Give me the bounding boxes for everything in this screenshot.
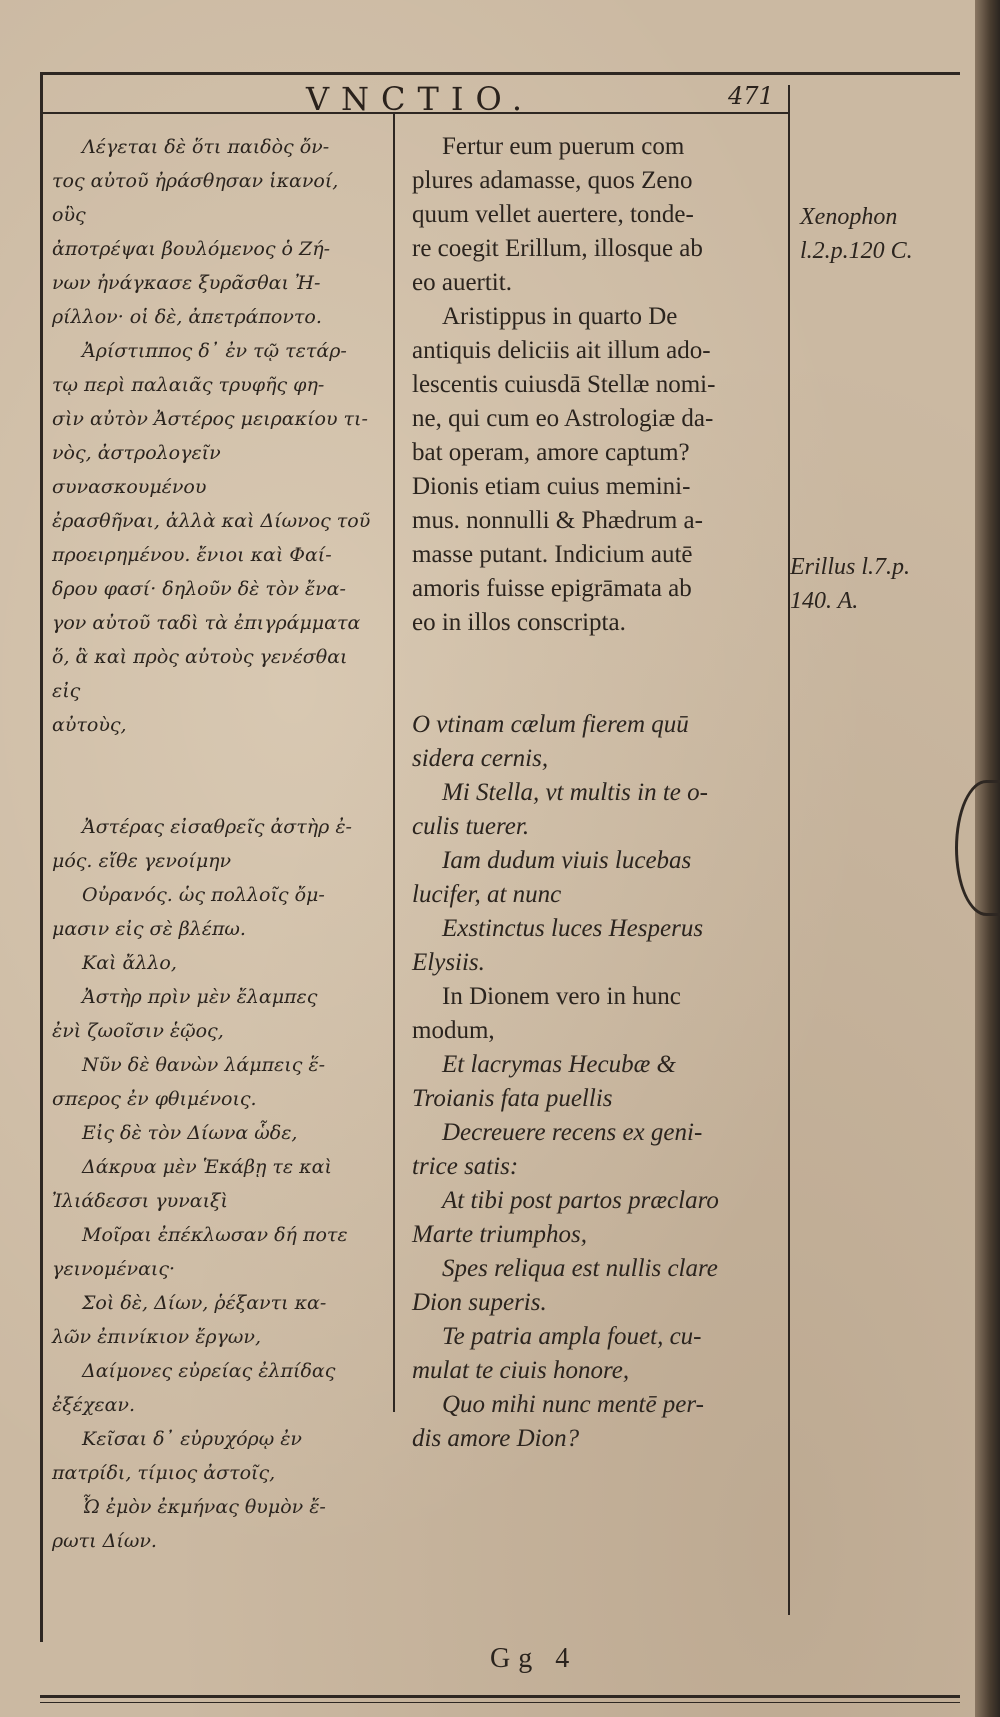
top-rule [40,72,960,75]
left-rule [40,72,43,1642]
greek-verse-line: Δάκρυα μὲν Ἑκάβῃ τε καὶ [82,1156,332,1178]
greek-verse-line: Δαίμονες εὐρείας ἐλπίδας [82,1360,336,1382]
greek-verse-line: Εἰς δὲ τὸν Δίωνα ὧδε, [82,1122,298,1144]
latin-verse-line: Decreuere recens ex geni- [442,1119,703,1146]
latin-verse-line: Iam dudum viuis lucebas [442,847,692,874]
latin-verse-line: dis amore Dion? [412,1425,580,1452]
latin-line: Fertur eum puerum com [442,133,685,160]
greek-verse-line: ἐνὶ ζωοῖσιν ἑῷος, [52,1020,224,1042]
greek-verse-line: λῶν ἐπινίκιον ἔργων, [52,1326,261,1348]
greek-verse-line: Σοὶ δὲ, Δίων, ῥέξαντι κα- [82,1292,327,1314]
greek-line: σὶν αὐτὸν Ἀστέρος μειρακίου τι- [52,408,368,430]
latin-line: plures adamasse, quos Zeno [412,167,693,194]
margin-note-line: Xenophon [800,204,898,230]
latin-verse-line: Exstinctus luces Hesperus [442,915,704,942]
margin-divider [788,85,790,1615]
margin-note-line: l.2.p.120 C. [800,238,913,264]
latin-verse-line: O vtinam cælum fierem quū [412,711,689,738]
greek-line: προειρημένου. ἔνιοι καὶ Φαί- [52,544,332,566]
signature-mark: Gg 4 [490,1643,578,1674]
greek-line: ὅ, ἃ καὶ πρὸς αὐτοὺς γενέσθαι εἰς [52,646,348,702]
greek-line: γον αὐτοῦ ταδὶ τὰ ἐπιγράμματα [52,612,361,634]
latin-line: amoris fuisse epigrāmata ab [412,575,692,602]
latin-line: eo auertit. [412,269,512,296]
latin-line: quum vellet auertere, tonde- [412,201,694,228]
latin-line: re coegit Erillum, illosque ab [412,235,703,262]
latin-line: ne, qui cum eo Astrologiæ da- [412,405,714,432]
latin-verse-line: Te patria ampla fouet, cu- [442,1323,702,1350]
greek-verse-line: μασιν εἰς σὲ βλέπω. [52,918,246,940]
latin-line: bat operam, amore captum? [412,439,690,466]
greek-line: αὐτοὺς, [52,714,127,736]
latin-line: eo in illos conscripta. [412,609,626,636]
running-title: VNCTIO. [305,80,535,118]
greek-line: ρίλλον· οἱ δὲ, ἀπετράποντο. [52,306,322,328]
latin-verse-line: Spes reliqua est nullis clare [442,1255,718,1282]
greek-verse-line: Ὦ ἐμὸν ἐκμήνας θυμὸν ἔ- [82,1496,326,1518]
latin-verse-line: Mi Stella, vt multis in te o- [442,779,708,806]
latin-verse-line: Dion superis. [412,1289,547,1316]
greek-verse-line: Ἀστὴρ πρὶν μὲν ἔλαμπες [82,986,318,1008]
greek-verse-line: Μοῖραι ἐπέκλωσαν δή ποτε [82,1224,348,1246]
greek-line: Ἀρίστιππος δ᾽ ἐν τῷ τετάρ- [82,340,347,362]
latin-verse-line: sidera cernis, [412,745,549,772]
margin-note-erillus [790,550,960,618]
latin-verse-line: At tibi post partos præclaro [442,1187,719,1214]
latin-verse-line: lucifer, at nunc [412,881,562,908]
margin-note-line: Erillus l.7.p. [790,554,911,580]
greek-line: τῳ περὶ παλαιᾶς τρυφῆς φη- [52,374,325,396]
greek-column [52,130,377,1558]
greek-line: νὸς, ἀστρολογεῖν συνασκουμένου [52,442,221,498]
greek-line: ἐρασθῆναι, ἀλλὰ καὶ Δίωνος τοῦ [52,510,371,532]
bottom-rule [40,1695,960,1698]
greek-verse-line: Ἀστέρας εἰσαθρεῖς ἀστὴρ ἐ- [82,816,352,838]
greek-verse-line: Ἰλιάδεσσι γυναιξὶ [52,1190,228,1212]
latin-line: antiquis deliciis ait illum ado- [412,337,711,364]
greek-verse-line: Κεῖσαι δ᾽ εὐρυχόρῳ ἐν [82,1428,302,1450]
latin-verse-line: Marte triumphos, [412,1221,587,1248]
latin-verse-line: Et lacrymas Hecubæ & [442,1051,676,1078]
greek-line: Λέγεται δὲ ὅτι παιδὸς ὄν- [82,136,330,158]
margin-note-line: 140. A. [790,588,859,614]
greek-verse-line: πατρίδι, τίμιος ἀστοῖς, [52,1462,276,1484]
greek-verse-line: σπερος ἐν φθιμένοις. [52,1088,257,1110]
latin-line: modum, [412,1017,495,1044]
page-number: 471 [728,82,774,110]
latin-verses [412,708,774,1456]
latin-line: Aristippus in quarto De [442,303,678,330]
margin-note-xenophon [800,200,960,268]
greek-verse-line: μός. εἴθε γενοίμην [52,850,232,872]
greek-line: τος αὐτοῦ ἠράσθησαν ἱκανοί, οὓς [52,170,339,226]
column-divider [393,112,395,1412]
latin-verse-line: Quo mihi nunc mentē per- [442,1391,704,1418]
latin-line: Dionis etiam cuius memini- [412,473,691,500]
bottom-rule-inner [40,1702,960,1703]
greek-prose [52,130,377,742]
latin-verse-line: mulat te ciuis honore, [412,1357,630,1384]
greek-line: δρου φασί· δηλοῦν δὲ τὸν ἔνα- [52,578,346,600]
greek-verse-line: Νῦν δὲ θανὼν λάμπεις ἕ- [82,1054,325,1076]
greek-verse-line: ἐξέχεαν. [52,1394,135,1416]
greek-verse-line: Καὶ ἄλλο, [82,952,177,974]
latin-line: mus. nonnulli & Phædrum a- [412,507,703,534]
latin-line: lescentis cuiusdā Stellæ nomi- [412,371,716,398]
latin-line: masse putant. Indicium autē [412,541,693,568]
greek-line: νων ἠνάγκασε ξυρᾶσθαι Ἠ- [52,272,321,294]
latin-verse-line: Elysiis. [412,949,485,976]
greek-verse-line: ρωτι Δίων. [52,1530,157,1552]
greek-verses [52,810,377,1558]
latin-line: In Dionem vero in hunc [442,983,681,1010]
greek-line: ἀποτρέψαι βουλόμενος ὁ Ζή- [52,238,331,260]
greek-verse-line: Οὐρανός. ὡς πολλοῖς ὄμ- [82,884,325,906]
latin-verse-line: Troianis fata puellis [412,1085,613,1112]
greek-verse-line: γεινομέναις· [52,1258,176,1280]
latin-column [412,130,774,1456]
latin-prose [412,130,774,640]
latin-verse-line: culis tuerer. [412,813,530,840]
latin-verse-line: trice satis: [412,1153,519,1180]
